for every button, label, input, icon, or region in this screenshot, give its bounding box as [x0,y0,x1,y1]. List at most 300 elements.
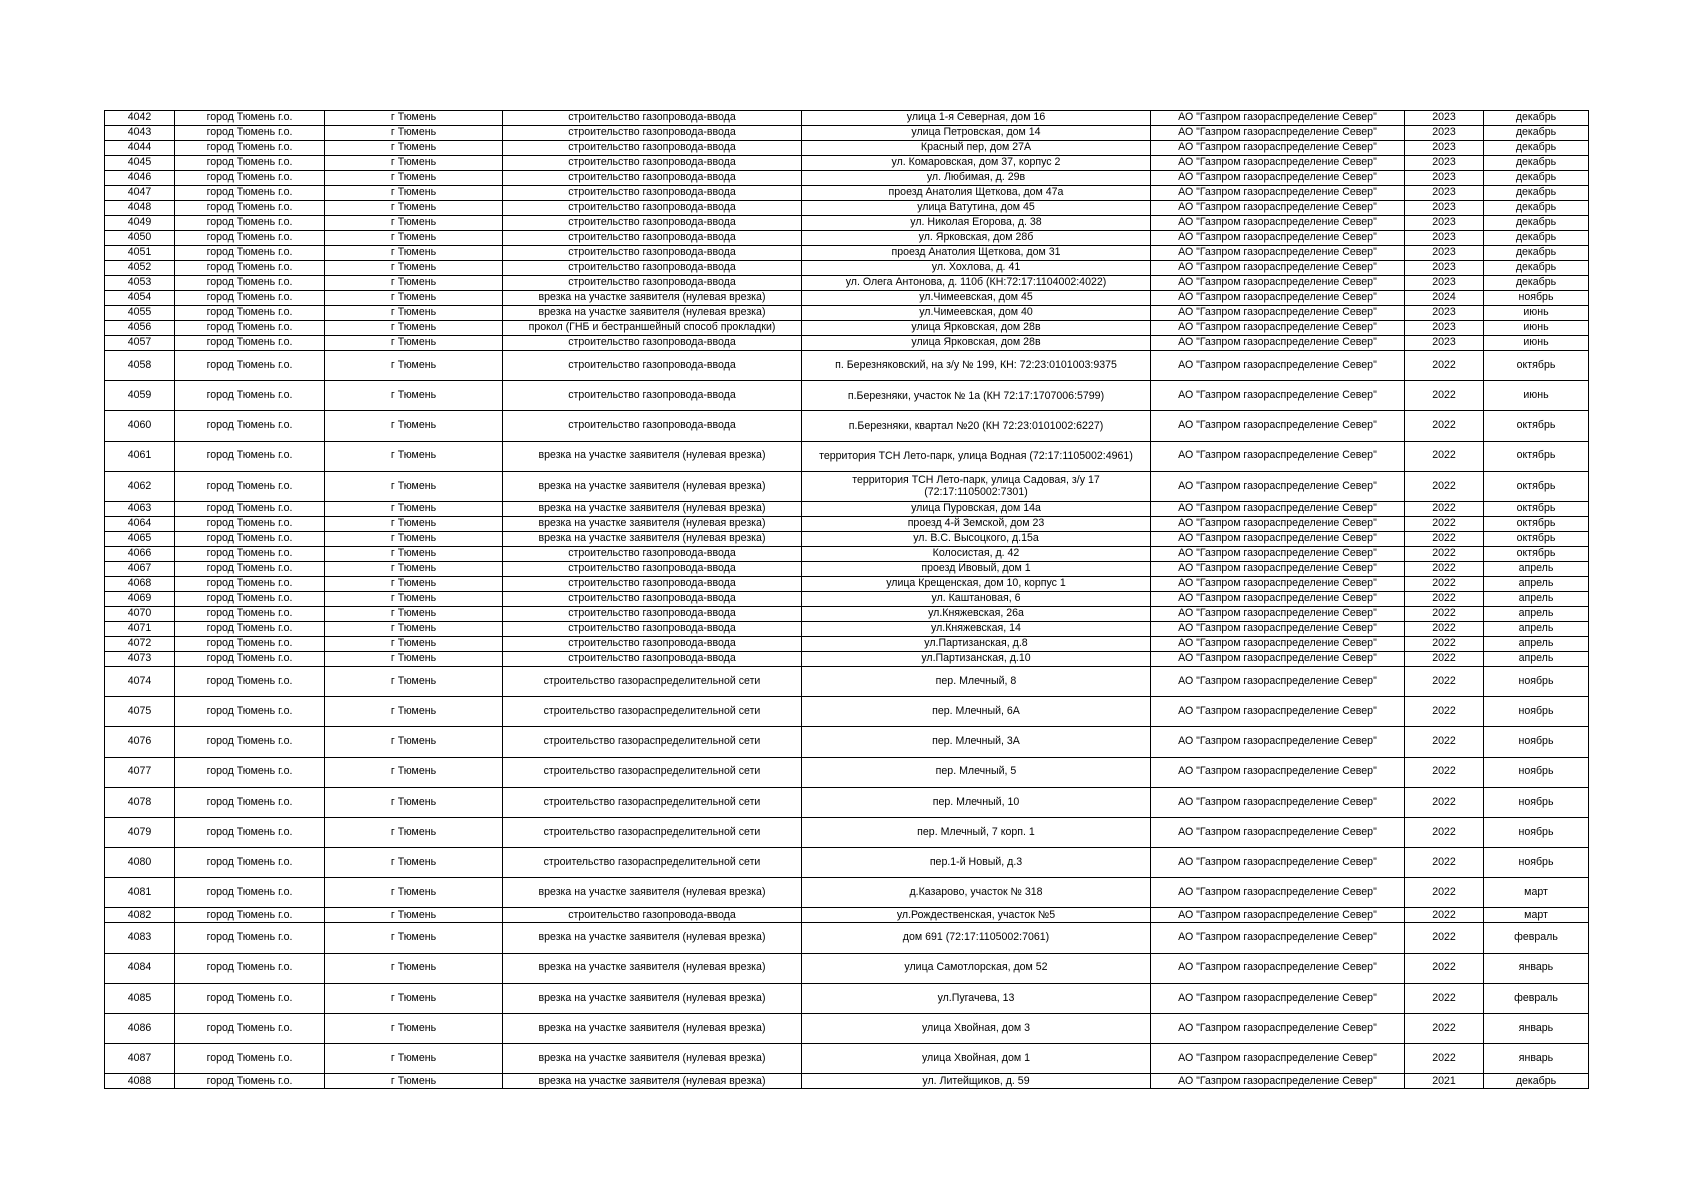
work-type-cell: врезка на участке заявителя (нулевая врезка) [503,441,802,471]
row-number-cell: 4042 [105,111,175,126]
month-cell: декабрь [1484,1074,1589,1089]
address-cell: улица Хвойная, дом 1 [802,1044,1151,1074]
year-cell: 2023 [1405,276,1484,291]
row-number-cell: 4044 [105,141,175,156]
work-type-cell: врезка на участке заявителя (нулевая врезка) [503,471,802,501]
organization-cell: АО "Газпром газораспределение Север" [1151,381,1405,411]
work-type-cell: строительство газопровода-ввода [503,156,802,171]
organization-cell: АО "Газпром газораспределение Север" [1151,1014,1405,1044]
row-number-cell: 4050 [105,231,175,246]
district-cell: город Тюмень г.о. [175,531,325,546]
row-number-cell: 4046 [105,171,175,186]
month-cell: декабрь [1484,216,1589,231]
year-cell: 2022 [1405,878,1484,908]
year-cell: 2022 [1405,923,1484,953]
work-type-cell: строительство газопровода-ввода [503,351,802,381]
row-number-cell: 4060 [105,411,175,441]
organization-cell: АО "Газпром газораспределение Север" [1151,666,1405,696]
organization-cell: АО "Газпром газораспределение Север" [1151,231,1405,246]
year-cell: 2024 [1405,291,1484,306]
locality-cell: г Тюмень [325,336,503,351]
document-page [104,110,1588,1089]
district-cell: город Тюмень г.о. [175,156,325,171]
row-number-cell: 4061 [105,441,175,471]
locality-cell: г Тюмень [325,636,503,651]
organization-cell: АО "Газпром газораспределение Север" [1151,923,1405,953]
organization-cell: АО "Газпром газораспределение Север" [1151,546,1405,561]
organization-cell: АО "Газпром газораспределение Север" [1151,126,1405,141]
year-cell: 2022 [1405,561,1484,576]
work-type-cell: строительство газопровода-ввода [503,381,802,411]
row-number-cell: 4076 [105,727,175,757]
locality-cell: г Тюмень [325,411,503,441]
work-type-cell: строительство газораспределительной сети [503,727,802,757]
work-type-cell: врезка на участке заявителя (нулевая врезка) [503,531,802,546]
organization-cell: АО "Газпром газораспределение Север" [1151,336,1405,351]
year-cell: 2022 [1405,516,1484,531]
district-cell: город Тюмень г.о. [175,441,325,471]
work-type-cell: строительство газораспределительной сети [503,757,802,787]
organization-cell: АО "Газпром газораспределение Север" [1151,531,1405,546]
district-cell: город Тюмень г.о. [175,501,325,516]
work-type-cell: строительство газопровода-ввода [503,908,802,923]
work-type-cell: врезка на участке заявителя (нулевая врезка) [503,516,802,531]
row-number-cell: 4084 [105,953,175,983]
table-row [105,848,1589,878]
district-cell: город Тюмень г.о. [175,636,325,651]
address-cell: территория ТСН Лето-парк, улица Садовая, з/у 17 (72:17:1105002:7301) [802,471,1151,501]
year-cell: 2022 [1405,606,1484,621]
organization-cell: АО "Газпром газораспределение Север" [1151,141,1405,156]
district-cell: город Тюмень г.о. [175,306,325,321]
table-row [105,441,1589,471]
locality-cell: г Тюмень [325,441,503,471]
address-cell: улица Хвойная, дом 3 [802,1014,1151,1044]
organization-cell: АО "Газпром газораспределение Север" [1151,908,1405,923]
locality-cell: г Тюмень [325,381,503,411]
table-row [105,351,1589,381]
organization-cell: АО "Газпром газораспределение Север" [1151,291,1405,306]
table-row [105,471,1589,501]
year-cell: 2022 [1405,546,1484,561]
address-cell: п.Березняки, квартал №20 (КН 72:23:0101002:6227) [802,411,1151,441]
table-row [105,787,1589,817]
month-cell: ноябрь [1484,848,1589,878]
year-cell: 2022 [1405,953,1484,983]
address-cell: улица Ярковская, дом 28в [802,336,1151,351]
address-cell: улица 1-я Северная, дом 16 [802,111,1151,126]
district-cell: город Тюмень г.о. [175,1044,325,1074]
organization-cell: АО "Газпром газораспределение Север" [1151,983,1405,1013]
table-row [105,576,1589,591]
month-cell: апрель [1484,591,1589,606]
table-row [105,697,1589,727]
table-row [105,878,1589,908]
work-type-cell: строительство газопровода-ввода [503,111,802,126]
organization-cell: АО "Газпром газораспределение Север" [1151,787,1405,817]
organization-cell: АО "Газпром газораспределение Север" [1151,1074,1405,1089]
table-row [105,171,1589,186]
work-type-cell: строительство газопровода-ввода [503,246,802,261]
organization-cell: АО "Газпром газораспределение Север" [1151,351,1405,381]
table-row [105,291,1589,306]
district-cell: город Тюмень г.о. [175,321,325,336]
row-number-cell: 4048 [105,201,175,216]
table-row [105,501,1589,516]
address-cell: ул. Ярковская, дом 28б [802,231,1151,246]
organization-cell: АО "Газпром газораспределение Север" [1151,501,1405,516]
month-cell: февраль [1484,923,1589,953]
table-row [105,216,1589,231]
month-cell: апрель [1484,606,1589,621]
row-number-cell: 4051 [105,246,175,261]
month-cell: январь [1484,953,1589,983]
table-row [105,336,1589,351]
year-cell: 2022 [1405,471,1484,501]
address-cell: проезд Анатолия Щеткова, дом 31 [802,246,1151,261]
locality-cell: г Тюмень [325,606,503,621]
month-cell: ноябрь [1484,666,1589,696]
year-cell: 2022 [1405,576,1484,591]
table-row [105,126,1589,141]
organization-cell: АО "Газпром газораспределение Север" [1151,636,1405,651]
address-cell: ул. Хохлова, д. 41 [802,261,1151,276]
work-type-cell: строительство газопровода-ввода [503,606,802,621]
locality-cell: г Тюмень [325,546,503,561]
work-type-cell: врезка на участке заявителя (нулевая врезка) [503,1074,802,1089]
month-cell: ноябрь [1484,817,1589,847]
district-cell: город Тюмень г.о. [175,848,325,878]
row-number-cell: 4052 [105,261,175,276]
table-row [105,1044,1589,1074]
district-cell: город Тюмень г.о. [175,666,325,696]
year-cell: 2022 [1405,651,1484,666]
locality-cell: г Тюмень [325,576,503,591]
month-cell: декабрь [1484,201,1589,216]
year-cell: 2023 [1405,171,1484,186]
month-cell: декабрь [1484,186,1589,201]
locality-cell: г Тюмень [325,171,503,186]
locality-cell: г Тюмень [325,651,503,666]
month-cell: октябрь [1484,351,1589,381]
locality-cell: г Тюмень [325,1044,503,1074]
locality-cell: г Тюмень [325,516,503,531]
table-row [105,983,1589,1013]
locality-cell: г Тюмень [325,923,503,953]
locality-cell: г Тюмень [325,697,503,727]
row-number-cell: 4087 [105,1044,175,1074]
year-cell: 2023 [1405,201,1484,216]
district-cell: город Тюмень г.о. [175,336,325,351]
work-type-cell: строительство газопровода-ввода [503,636,802,651]
year-cell: 2023 [1405,246,1484,261]
row-number-cell: 4070 [105,606,175,621]
district-cell: город Тюмень г.о. [175,697,325,727]
locality-cell: г Тюмень [325,141,503,156]
locality-cell: г Тюмень [325,351,503,381]
row-number-cell: 4068 [105,576,175,591]
row-number-cell: 4063 [105,501,175,516]
district-cell: город Тюмень г.о. [175,351,325,381]
month-cell: апрель [1484,561,1589,576]
organization-cell: АО "Газпром газораспределение Север" [1151,606,1405,621]
locality-cell: г Тюмень [325,276,503,291]
row-number-cell: 4074 [105,666,175,696]
address-cell: проезд Ивовый, дом 1 [802,561,1151,576]
row-number-cell: 4083 [105,923,175,953]
month-cell: ноябрь [1484,291,1589,306]
district-cell: город Тюмень г.о. [175,651,325,666]
year-cell: 2023 [1405,321,1484,336]
month-cell: ноябрь [1484,787,1589,817]
table-row [105,156,1589,171]
district-cell: город Тюмень г.о. [175,546,325,561]
address-cell: проезд 4-й Земской, дом 23 [802,516,1151,531]
row-number-cell: 4069 [105,591,175,606]
table-row [105,546,1589,561]
month-cell: январь [1484,1044,1589,1074]
work-type-cell: врезка на участке заявителя (нулевая врезка) [503,983,802,1013]
organization-cell: АО "Газпром газораспределение Север" [1151,171,1405,186]
locality-cell: г Тюмень [325,471,503,501]
address-cell: ул. Каштановая, 6 [802,591,1151,606]
year-cell: 2023 [1405,336,1484,351]
table-row [105,141,1589,156]
work-type-cell: строительство газопровода-ввода [503,621,802,636]
locality-cell: г Тюмень [325,1014,503,1044]
month-cell: декабрь [1484,261,1589,276]
year-cell: 2023 [1405,231,1484,246]
table-row [105,516,1589,531]
organization-cell: АО "Газпром газораспределение Север" [1151,953,1405,983]
locality-cell: г Тюмень [325,561,503,576]
month-cell: апрель [1484,636,1589,651]
district-cell: город Тюмень г.о. [175,908,325,923]
organization-cell: АО "Газпром газораспределение Север" [1151,111,1405,126]
work-type-cell: строительство газопровода-ввода [503,141,802,156]
year-cell: 2022 [1405,666,1484,696]
year-cell: 2022 [1405,848,1484,878]
table-row [105,606,1589,621]
work-type-cell: врезка на участке заявителя (нулевая врезка) [503,878,802,908]
month-cell: декабрь [1484,111,1589,126]
organization-cell: АО "Газпром газораспределение Север" [1151,576,1405,591]
month-cell: февраль [1484,983,1589,1013]
locality-cell: г Тюмень [325,908,503,923]
month-cell: декабрь [1484,276,1589,291]
address-cell: ул.Княжевская, 14 [802,621,1151,636]
organization-cell: АО "Газпром газораспределение Север" [1151,591,1405,606]
year-cell: 2023 [1405,306,1484,321]
table-body [105,111,1589,1089]
address-cell: проезд Анатолия Щеткова, дом 47а [802,186,1151,201]
year-cell: 2022 [1405,908,1484,923]
row-number-cell: 4059 [105,381,175,411]
address-cell: ул.Партизанская, д.8 [802,636,1151,651]
organization-cell: АО "Газпром газораспределение Север" [1151,246,1405,261]
address-cell: ул. Комаровская, дом 37, корпус 2 [802,156,1151,171]
organization-cell: АО "Газпром газораспределение Север" [1151,261,1405,276]
address-cell: Красный пер, дом 27А [802,141,1151,156]
locality-cell: г Тюмень [325,953,503,983]
locality-cell: г Тюмень [325,621,503,636]
locality-cell: г Тюмень [325,321,503,336]
table-row [105,321,1589,336]
row-number-cell: 4078 [105,787,175,817]
table-row [105,591,1589,606]
row-number-cell: 4064 [105,516,175,531]
month-cell: октябрь [1484,411,1589,441]
address-cell: Колосистая, д. 42 [802,546,1151,561]
address-cell: ул. В.С. Высоцкого, д.15а [802,531,1151,546]
locality-cell: г Тюмень [325,231,503,246]
district-cell: город Тюмень г.о. [175,621,325,636]
organization-cell: АО "Газпром газораспределение Север" [1151,727,1405,757]
table-row [105,246,1589,261]
organization-cell: АО "Газпром газораспределение Север" [1151,186,1405,201]
row-number-cell: 4053 [105,276,175,291]
organization-cell: АО "Газпром газораспределение Север" [1151,621,1405,636]
address-cell: территория ТСН Лето-парк, улица Водная (72:17:1105002:4961) [802,441,1151,471]
work-type-cell: врезка на участке заявителя (нулевая врезка) [503,501,802,516]
table-row [105,908,1589,923]
row-number-cell: 4045 [105,156,175,171]
row-number-cell: 4065 [105,531,175,546]
year-cell: 2022 [1405,697,1484,727]
district-cell: город Тюмень г.о. [175,576,325,591]
district-cell: город Тюмень г.о. [175,878,325,908]
table-row [105,276,1589,291]
month-cell: декабрь [1484,141,1589,156]
row-number-cell: 4056 [105,321,175,336]
work-type-cell: врезка на участке заявителя (нулевая врезка) [503,923,802,953]
work-type-cell: строительство газораспределительной сети [503,817,802,847]
year-cell: 2023 [1405,111,1484,126]
district-cell: город Тюмень г.о. [175,561,325,576]
address-cell: д.Казарово, участок № 318 [802,878,1151,908]
address-cell: пер. Млечный, 10 [802,787,1151,817]
organization-cell: АО "Газпром газораспределение Север" [1151,817,1405,847]
district-cell: город Тюмень г.о. [175,216,325,231]
locality-cell: г Тюмень [325,111,503,126]
row-number-cell: 4085 [105,983,175,1013]
work-type-cell: строительство газопровода-ввода [503,591,802,606]
district-cell: город Тюмень г.о. [175,201,325,216]
organization-cell: АО "Газпром газораспределение Север" [1151,651,1405,666]
month-cell: октябрь [1484,501,1589,516]
row-number-cell: 4075 [105,697,175,727]
locality-cell: г Тюмень [325,261,503,276]
locality-cell: г Тюмень [325,666,503,696]
organization-cell: АО "Газпром газораспределение Север" [1151,201,1405,216]
table-row [105,186,1589,201]
district-cell: город Тюмень г.о. [175,923,325,953]
row-number-cell: 4062 [105,471,175,501]
organization-cell: АО "Газпром газораспределение Север" [1151,441,1405,471]
row-number-cell: 4047 [105,186,175,201]
table-row [105,381,1589,411]
year-cell: 2022 [1405,501,1484,516]
month-cell: октябрь [1484,471,1589,501]
work-type-cell: строительство газопровода-ввода [503,201,802,216]
year-cell: 2023 [1405,261,1484,276]
organization-cell: АО "Газпром газораспределение Север" [1151,276,1405,291]
organization-cell: АО "Газпром газораспределение Север" [1151,878,1405,908]
month-cell: март [1484,878,1589,908]
district-cell: город Тюмень г.о. [175,231,325,246]
locality-cell: г Тюмень [325,787,503,817]
district-cell: город Тюмень г.о. [175,246,325,261]
table-row [105,261,1589,276]
district-cell: город Тюмень г.о. [175,757,325,787]
work-type-cell: строительство газопровода-ввода [503,576,802,591]
locality-cell: г Тюмень [325,531,503,546]
year-cell: 2022 [1405,621,1484,636]
locality-cell: г Тюмень [325,983,503,1013]
month-cell: апрель [1484,576,1589,591]
table-row [105,231,1589,246]
table-row [105,201,1589,216]
table-row [105,817,1589,847]
table-row [105,531,1589,546]
work-type-cell: врезка на участке заявителя (нулевая врезка) [503,306,802,321]
locality-cell: г Тюмень [325,246,503,261]
address-cell: улица Ярковская, дом 28в [802,321,1151,336]
address-cell: улица Крещенская, дом 10, корпус 1 [802,576,1151,591]
locality-cell: г Тюмень [325,757,503,787]
work-type-cell: строительство газопровода-ввода [503,561,802,576]
locality-cell: г Тюмень [325,156,503,171]
address-cell: ул.Рождественская, участок №5 [802,908,1151,923]
work-type-cell: строительство газораспределительной сети [503,697,802,727]
address-cell: пер. Млечный, 6А [802,697,1151,727]
address-cell: ул. Любимая, д. 29в [802,171,1151,186]
year-cell: 2021 [1405,1074,1484,1089]
month-cell: июнь [1484,321,1589,336]
row-number-cell: 4080 [105,848,175,878]
year-cell: 2022 [1405,727,1484,757]
locality-cell: г Тюмень [325,201,503,216]
work-type-cell: строительство газораспределительной сети [503,848,802,878]
organization-cell: АО "Газпром газораспределение Север" [1151,697,1405,727]
locality-cell: г Тюмень [325,727,503,757]
organization-cell: АО "Газпром газораспределение Север" [1151,848,1405,878]
row-number-cell: 4073 [105,651,175,666]
address-cell: ул. Литейщиков, д. 59 [802,1074,1151,1089]
table-row [105,953,1589,983]
district-cell: город Тюмень г.о. [175,411,325,441]
year-cell: 2022 [1405,531,1484,546]
table-row [105,306,1589,321]
address-cell: улица Петровская, дом 14 [802,126,1151,141]
work-type-cell: врезка на участке заявителя (нулевая врезка) [503,1014,802,1044]
row-number-cell: 4072 [105,636,175,651]
district-cell: город Тюмень г.о. [175,381,325,411]
organization-cell: АО "Газпром газораспределение Север" [1151,306,1405,321]
year-cell: 2023 [1405,141,1484,156]
year-cell: 2023 [1405,216,1484,231]
row-number-cell: 4043 [105,126,175,141]
year-cell: 2022 [1405,757,1484,787]
organization-cell: АО "Газпром газораспределение Север" [1151,156,1405,171]
locality-cell: г Тюмень [325,591,503,606]
organization-cell: АО "Газпром газораспределение Север" [1151,757,1405,787]
month-cell: декабрь [1484,126,1589,141]
work-type-cell: прокол (ГНБ и бестраншейный способ прокладки) [503,321,802,336]
year-cell: 2022 [1405,441,1484,471]
table-row [105,923,1589,953]
locality-cell: г Тюмень [325,501,503,516]
